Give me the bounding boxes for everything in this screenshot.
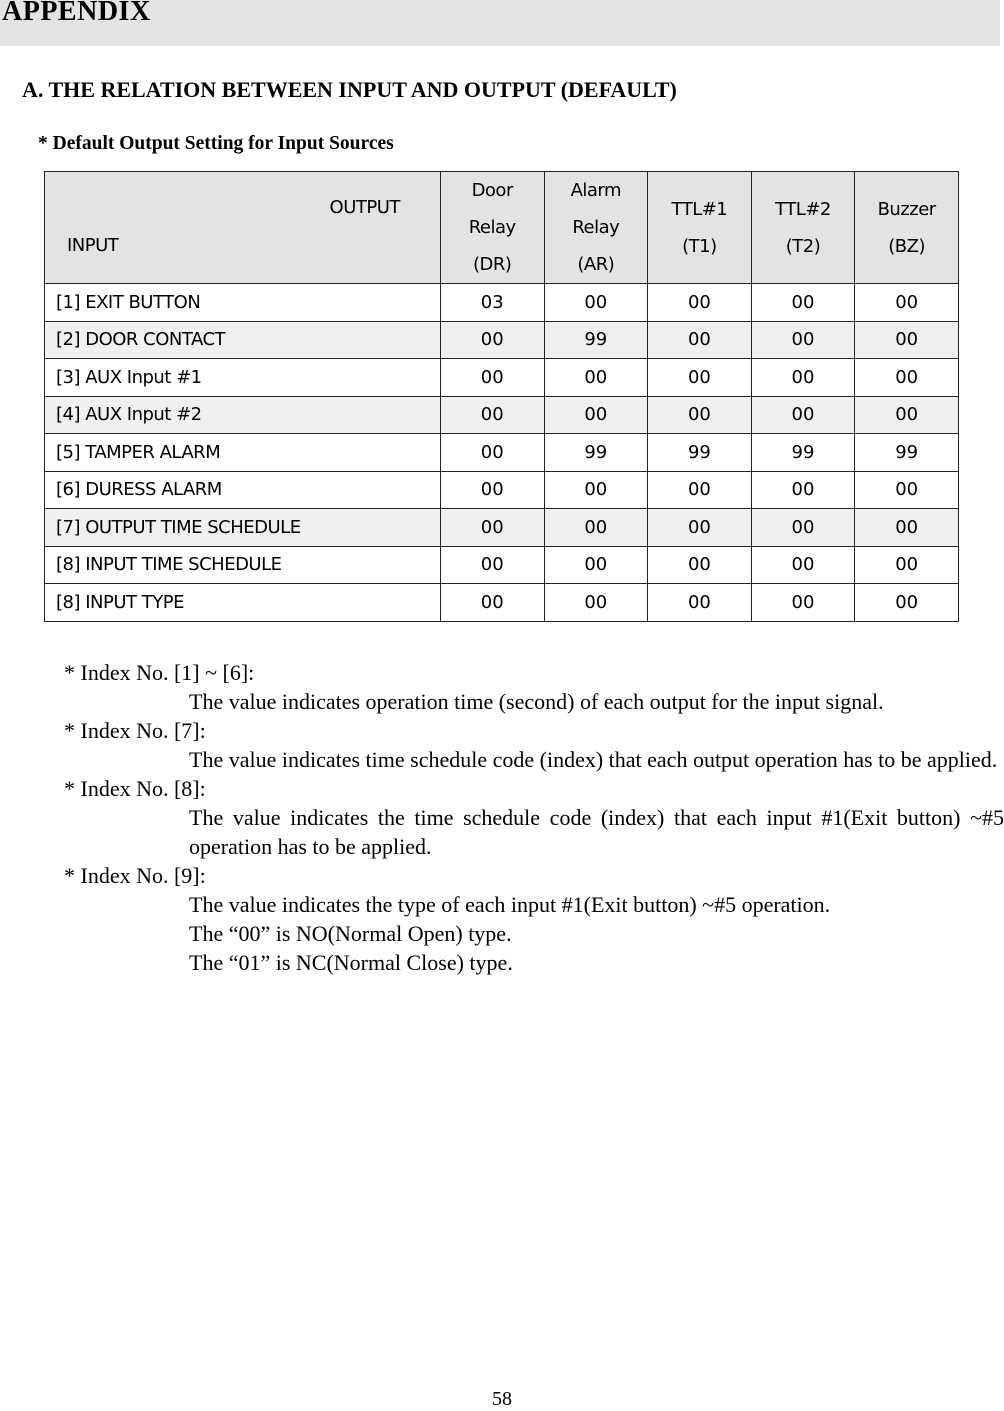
column-header-line: (BZ) [888, 235, 926, 257]
table-cell: 00 [648, 321, 752, 359]
table-cell: 00 [751, 321, 855, 359]
page-title: APPENDIX [2, 0, 151, 27]
column-header-ttl2 [751, 172, 855, 284]
table-cell: 00 [440, 359, 544, 397]
column-header-line: (DR) [473, 254, 512, 275]
table-cell: 00 [440, 546, 544, 584]
column-header-line: Buzzer [877, 198, 936, 220]
table-cell: 00 [544, 509, 648, 547]
column-header-line: (AR) [577, 254, 615, 275]
section-title: A. THE RELATION BETWEEN INPUT AND OUTPUT (DEFAULT) [22, 77, 677, 102]
table-cell: 00 [751, 471, 855, 509]
table-cell: 00 [648, 396, 752, 434]
table-cell: 00 [751, 284, 855, 322]
column-header-buzzer [855, 172, 959, 284]
table-cell: 99 [855, 434, 959, 472]
input-output-table [44, 171, 959, 622]
table-cell: 00 [751, 396, 855, 434]
note-heading: * Index No. [9]: [64, 863, 206, 888]
table-cell: 00 [440, 584, 544, 622]
note-text: The value indicates operation time (second) of each output for the input signal. [189, 689, 884, 714]
table-row [45, 471, 959, 509]
table-cell: 00 [855, 321, 959, 359]
subsection-title: * Default Output Setting for Input Sources [38, 133, 394, 154]
row-label: [5] TAMPER ALARM [45, 434, 441, 472]
note-text: The value indicates the type of each input #1(Exit button) ~#5 operation. [189, 892, 831, 917]
output-axis-label: OUTPUT [329, 197, 400, 218]
note-heading: * Index No. [8]: [64, 776, 206, 801]
table-row [45, 359, 959, 397]
table-row [45, 284, 959, 322]
table-row [45, 546, 959, 584]
table-cell: 00 [648, 509, 752, 547]
table-cell: 00 [855, 584, 959, 622]
table-cell: 00 [648, 584, 752, 622]
table-cell: 00 [544, 396, 648, 434]
input-axis-label: INPUT [67, 235, 119, 256]
column-header-ttl1 [648, 172, 752, 284]
appendix-banner [0, 0, 1000, 46]
row-label: [2] DOOR CONTACT [45, 321, 441, 359]
row-label: [7] OUTPUT TIME SCHEDULE [45, 509, 441, 547]
table-cell: 00 [751, 359, 855, 397]
column-header-line: TTL#1 [671, 198, 728, 220]
table-cell: 99 [648, 434, 752, 472]
table-cell: 00 [544, 471, 648, 509]
row-label: [8] INPUT TYPE [45, 584, 441, 622]
table-cell: 00 [440, 471, 544, 509]
note-heading: * Index No. [1] ~ [6]: [64, 660, 255, 685]
table-cell: 00 [751, 584, 855, 622]
table-cell: 00 [544, 284, 648, 322]
table-cell: 00 [440, 434, 544, 472]
table-cell: 99 [751, 434, 855, 472]
column-header-line: TTL#2 [775, 198, 831, 220]
table-cell: 00 [440, 396, 544, 434]
column-header-line: Relay [468, 217, 516, 238]
row-label: [8] INPUT TIME SCHEDULE [45, 546, 441, 584]
column-header-door-relay [440, 172, 544, 284]
note-heading: * Index No. [7]: [64, 718, 206, 743]
column-header-alarm-relay [544, 172, 648, 284]
table-cell: 99 [544, 434, 648, 472]
column-header-line: Door [471, 180, 513, 201]
table-cell: 00 [855, 471, 959, 509]
row-label: [3] AUX Input #1 [45, 359, 441, 397]
table-cell: 03 [440, 284, 544, 322]
note-text: The value indicates time schedule code (index) that each output operation has to be applied. [189, 747, 998, 772]
table-cell: 00 [751, 546, 855, 584]
table-row [45, 509, 959, 547]
row-label: [1] EXIT BUTTON [45, 284, 441, 322]
row-label: [4] AUX Input #2 [45, 396, 441, 434]
column-header-line: (T2) [785, 235, 821, 257]
table-cell: 00 [544, 546, 648, 584]
table-cell: 00 [440, 509, 544, 547]
table-cell: 00 [855, 359, 959, 397]
note-text: The “00” is NO(Normal Open) type. [189, 921, 512, 946]
page-number: 58 [492, 1388, 512, 1410]
table-cell: 00 [648, 284, 752, 322]
table-row [45, 321, 959, 359]
table-row [45, 396, 959, 434]
table-cell: 99 [544, 321, 648, 359]
corner-header-cell [45, 172, 441, 284]
table-cell: 00 [855, 396, 959, 434]
table-cell: 00 [751, 509, 855, 547]
table-cell: 00 [544, 584, 648, 622]
table-cell: 00 [855, 546, 959, 584]
note-text: The value indicates the time schedule code (index) that each input #1(Exit button) ~#5 operation has to be applied. [189, 805, 1004, 859]
note-text: The “01” is NC(Normal Close) type. [189, 950, 513, 975]
column-header-line: Alarm [570, 180, 622, 201]
column-header-line: (T1) [682, 235, 717, 257]
table-cell: 00 [855, 509, 959, 547]
column-header-line: Relay [572, 217, 620, 238]
table-cell: 00 [648, 359, 752, 397]
table-row [45, 434, 959, 472]
table-cell: 00 [648, 546, 752, 584]
table-cell: 00 [440, 321, 544, 359]
index-notes [64, 658, 1004, 977]
table-cell: 00 [544, 359, 648, 397]
table-header-row [45, 172, 959, 284]
table-cell: 00 [855, 284, 959, 322]
row-label: [6] DURESS ALARM [45, 471, 441, 509]
table-cell: 00 [648, 471, 752, 509]
table-row [45, 584, 959, 622]
